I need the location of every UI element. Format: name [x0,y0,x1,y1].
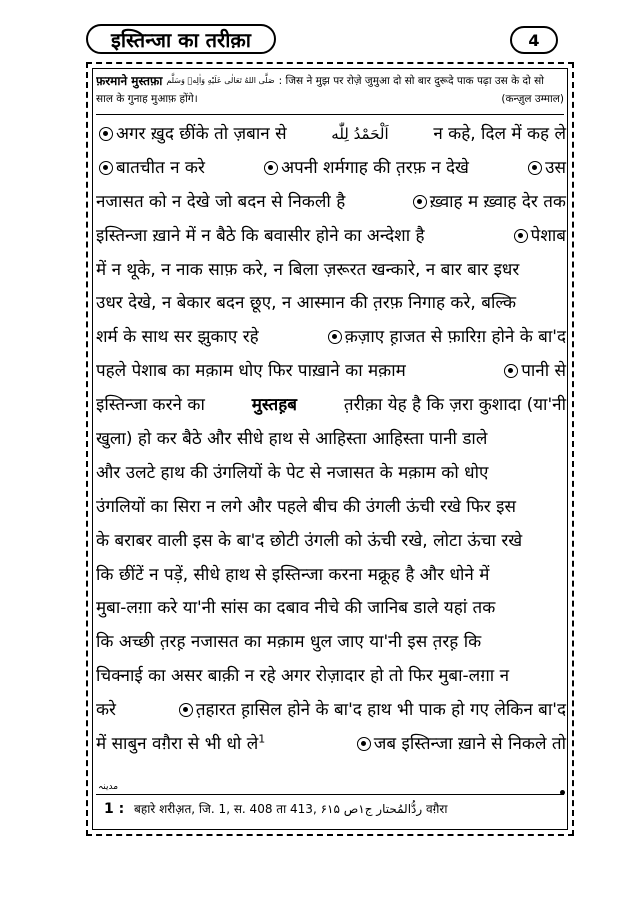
body-line-11 [96,457,566,491]
flower-bullet-icon [179,703,193,717]
text-segment: इस्तिन्जा ख़ाने में न बैठे कि बवासीर होने का अन्देशा है [96,225,425,246]
body-line-15 [96,592,566,626]
text-segment: अगर ख़ुद छींके तो ज़बान से [116,124,287,144]
text-segment: इस्तिन्जा करने का [96,395,205,416]
text-segment: मुबा-लग़ा करे या'नी सांस का दबाव नीचे की जानिब डाले यहां तक [96,598,496,619]
text-segment: करे [96,700,117,721]
corner-mark: مدینہ [98,782,119,792]
text-segment: कि छींटें न पड़ें, सीधे हाथ से इस्तिन्जा करना मक्रूह है और धोने में [96,564,490,585]
footnote-marker: 1 [258,732,266,746]
text-segment: जब इस्तिन्जा ख़ाने से निकले तो [373,734,566,755]
text-segment: अपनी शर्मगाह की त़रफ़ न देखे [281,157,469,178]
page-header-title: इस्तिन्जा का तरीक़ा [86,24,276,54]
footnote [104,800,560,818]
text-segment: खुला) हो कर बैठे और सीधे हाथ से आहिस्ता आहिस्ता पानी डाले [96,429,488,450]
body-line-2 [96,152,566,186]
farmaan-divider [96,114,564,115]
body-line-7 [96,321,566,355]
text-segment: त़हारत ह़ासिल होने के बा'द हाथ भी पाक हो गए लेकिन बा'द [195,700,566,721]
durood-arabic: صَلَّى اللهُ تَعَالٰى عَلَيْهِ وَاٰلِهٖ وَسَلَّم [166,76,275,85]
body-line-6 [96,287,566,321]
flower-bullet-icon [99,127,113,141]
body-line-5 [96,254,566,288]
arabic-phrase: اَلْحَمْدُ لِلّٰه [331,125,389,143]
body-line-3 [96,186,566,220]
text-segment: बातचीत न करे [116,157,205,178]
text-segment: और उलटे हाथ की उंगलियों के पेट से नजासत के मक़ाम को धोए [96,462,489,483]
body-line-4 [96,220,566,254]
footnote-text: बहारे शरीअ़त, जि. 1, स. 408 ता 413, [134,802,317,816]
body-line-10 [96,423,566,457]
footnote-divider [96,794,564,795]
text-segment: पानी से [521,361,566,382]
text-segment: पेशाब [530,225,566,246]
footnote-arabic-ref: ردُّالمُحتار ج۱ص ۶۱۵ [320,802,423,816]
footnote-number: 1 : [104,801,125,817]
text-segment: के बराबर वाली इस के बा'द छोटी उंगली को ऊंची रखे, लोटा ऊंचा रखे [96,530,523,551]
farmaan-heading: फ़रमाने मुस्तफ़ा [96,74,163,88]
text-segment: में साबुन वग़ैरा से भी धो ले [96,734,259,755]
text-segment: उस [545,157,566,178]
text-segment: में न थूके, न नाक साफ़ करे, न बिला ज़रूरत खन्कारे, न बार बार इधर [96,259,520,280]
text-segment: चिक्नाई का असर बाक़ी न रहे अगर रोज़ादार हो तो फिर मुबा-लग़ा न [96,666,510,687]
text-segment: न कहे, दिल में कह ले [433,124,566,144]
flower-bullet-icon [528,161,542,175]
flower-bullet-icon [99,161,113,175]
flower-bullet-icon [514,229,528,243]
flower-bullet-icon [328,330,342,344]
text-segment: पहले पेशाब का मक़ाम धोए फिर पाख़ाने का मक़ाम [96,361,406,382]
text-segment: क़ज़ाए ह़ाजत से फ़ारिग़ होने के बा'द [344,327,566,348]
farmaan-line-2 [96,90,564,108]
text-segment: त़रीक़ा येह है कि ज़रा कुशादा (या'नी [343,395,566,416]
body-text [96,118,566,762]
text-segment: नजासत को न देखे जो बदन से निकली है [96,191,346,212]
page-number: 4 [510,26,558,54]
text-segment: ख़्वाह म ख़्वाह देर तक [429,191,566,212]
body-line-8 [96,355,566,389]
body-line-19 [96,728,566,762]
flower-bullet-icon [413,195,427,209]
footnote-suffix: वग़ैरा [426,802,448,816]
text-segment: उंगलियों का सिरा न लगे और पहले बीच की उंगली ऊंची रखे फिर इस [96,496,517,517]
farmaan-text-2: साल के गुनाह मुआफ़ होंगे। [96,93,198,105]
flower-bullet-icon [357,737,371,751]
body-line-13 [96,525,566,559]
body-line-18 [96,694,566,728]
farmaan-source: (कन्ज़ुल उम्माल) [501,93,564,105]
emphasized-term: मुस्तह़ब [251,395,297,416]
text-segment: शर्म के साथ सर झुकाए रहे [96,327,259,348]
body-line-1 [96,118,566,152]
body-line-14 [96,559,566,593]
flower-bullet-icon [264,161,278,175]
farmaan-box [96,72,564,112]
farmaan-line-1 [96,72,564,90]
farmaan-text-1: : जिस ने मुझ पर रोज़े जुमुआ दो सो बार दुरूदे पाक पढ़ा उस के दो सो [278,75,544,87]
body-line-16 [96,626,566,660]
text-segment: उधर देखे, न बेकार बदन छूए, न आस्मान की त़रफ़ निगाह करे, बल्कि [96,293,517,314]
body-line-9 [96,389,566,423]
flower-bullet-icon [504,364,518,378]
body-line-12 [96,491,566,525]
text-segment: कि अच्छी त़रह़ नजासत का मक़ाम धुल जाए या'नी इस त़रह़ कि [96,632,482,653]
body-line-17 [96,660,566,694]
